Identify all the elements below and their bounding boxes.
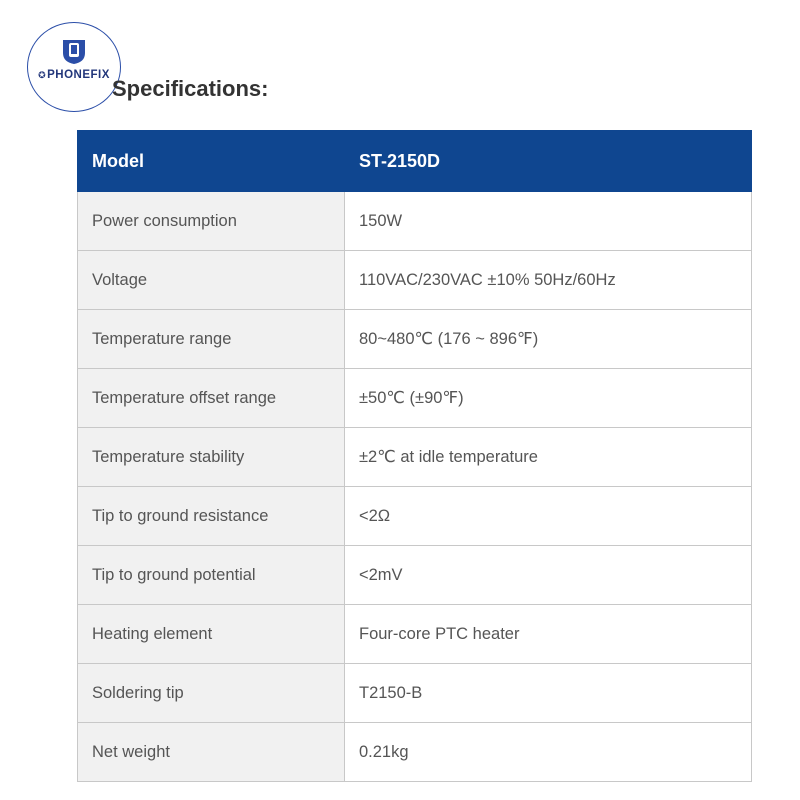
spec-value: <2Ω [345,487,752,546]
spec-label: Temperature offset range [78,369,345,428]
header-model-label: Model [78,131,345,192]
spec-label: Heating element [78,605,345,664]
header-model-value: ST-2150D [345,131,752,192]
table-row [78,251,752,310]
specifications-heading: Specifications: [112,76,269,101]
logo-text: ✪PHONEFIX [38,69,110,81]
table-row [78,546,752,605]
spec-label: Temperature stability [78,428,345,487]
spec-value: ±50℃ (±90℉) [345,369,752,428]
specifications-table [77,130,752,782]
phonefix-shield-icon [61,37,87,65]
spec-value: T2150-B [345,664,752,723]
phonefix-logo [27,22,121,112]
table-row [78,723,752,782]
spec-value: Four-core PTC heater [345,605,752,664]
spec-value: 150W [345,192,752,251]
table-row [78,369,752,428]
spec-value: ±2℃ at idle temperature [345,428,752,487]
table-row [78,310,752,369]
spec-label: Tip to ground potential [78,546,345,605]
table-row [78,487,752,546]
table-row [78,605,752,664]
table-header-row [78,131,752,192]
spec-label: Voltage [78,251,345,310]
spec-label: Net weight [78,723,345,782]
spec-label: Power consumption [78,192,345,251]
spec-label: Soldering tip [78,664,345,723]
table-row [78,664,752,723]
spec-value: 80~480℃ (176 ~ 896℉) [345,310,752,369]
spec-value: <2mV [345,546,752,605]
table-row [78,428,752,487]
spec-value: 0.21kg [345,723,752,782]
spec-label: Tip to ground resistance [78,487,345,546]
spec-value: 110VAC/230VAC ±10% 50Hz/60Hz [345,251,752,310]
spec-label: Temperature range [78,310,345,369]
table-row [78,192,752,251]
